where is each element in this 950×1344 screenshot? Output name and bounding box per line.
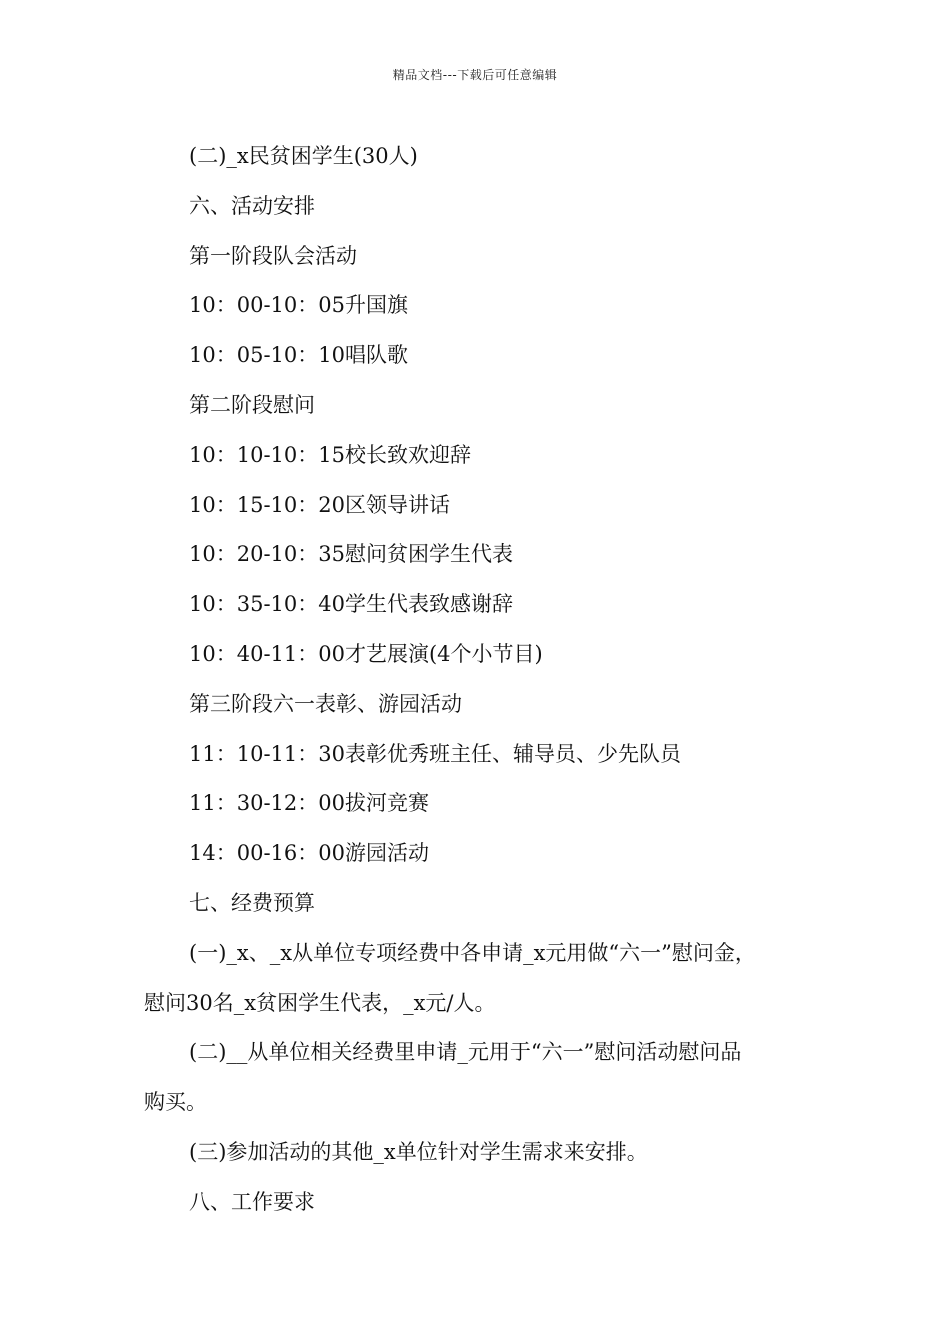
schedule-item: 14：00-16：00游园活动	[189, 841, 429, 866]
schedule-item: 10：35-10：40学生代表致感谢辞	[189, 592, 513, 617]
stage-heading: 第二阶段慰问	[189, 392, 315, 417]
stage-heading: 第三阶段六一表彰、游园活动	[189, 691, 462, 716]
paragraph-line: (一)_x、_x从单位专项经费中各申请_x元用做“六一”慰问金，	[189, 940, 756, 965]
paragraph-line: (二)_x民贫困学生(30人)	[189, 144, 418, 168]
paragraph-line: 慰问30名_x贫困学生代表，_x元/人。	[144, 990, 496, 1015]
schedule-item: 10：20-10：35慰问贫困学生代表	[189, 542, 513, 567]
schedule-item: 10：40-11：00才艺展演(4个小节目)	[189, 641, 543, 666]
section-heading: 八、工作要求	[189, 1189, 315, 1214]
paragraph-line: (三)参加活动的其他_x单位针对学生需求来安排。	[189, 1139, 648, 1164]
stage-heading: 第一阶段队会活动	[189, 243, 357, 268]
schedule-item: 10：10-10：15校长致欢迎辞	[189, 442, 471, 467]
document-body	[0, 132, 950, 1228]
section-heading: 七、经费预算	[189, 890, 315, 915]
schedule-item: 10：15-10：20区领导讲话	[189, 492, 450, 517]
paragraph-line: 购买。	[144, 1090, 207, 1115]
page-header: 精品文档---下载后可任意编辑	[392, 68, 558, 82]
schedule-item: 10：00-10：05升国旗	[189, 293, 408, 318]
schedule-item: 11：10-11：30表彰优秀班主任、辅导员、少先队员	[189, 741, 681, 766]
schedule-item: 10：05-10：10唱队歌	[189, 343, 408, 368]
schedule-item: 11：30-12：00拔河竞赛	[189, 791, 429, 816]
paragraph-line: (二)__从单位相关经费里申请_元用于“六一”慰问活动慰问品	[189, 1040, 742, 1065]
section-heading: 六、活动安排	[189, 193, 315, 218]
